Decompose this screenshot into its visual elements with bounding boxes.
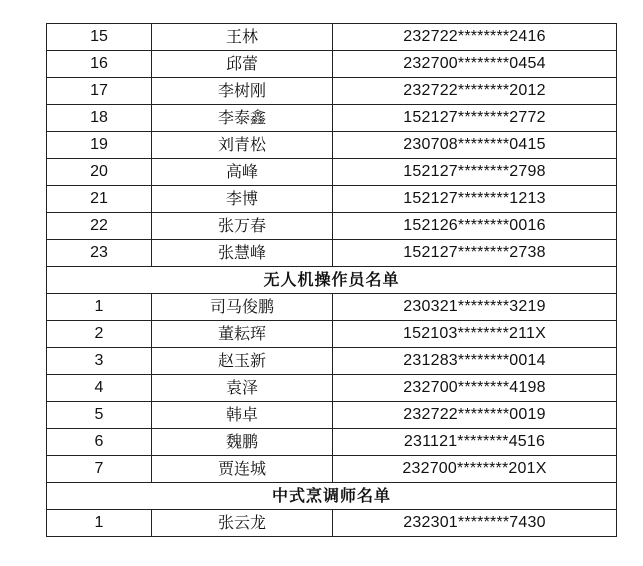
row-number-cell: 18 [47, 105, 152, 132]
section-header-row [47, 267, 617, 294]
table-row [47, 51, 617, 78]
section-title: 无人机操作员名单 [47, 267, 617, 294]
table-row [47, 510, 617, 537]
id-number-cell: 230321********3219 [333, 294, 617, 321]
table-row [47, 132, 617, 159]
row-number-cell: 16 [47, 51, 152, 78]
row-number-cell: 23 [47, 240, 152, 267]
name-cell: 张慧峰 [152, 240, 333, 267]
row-number-cell: 21 [47, 186, 152, 213]
id-number-cell: 152103********211X [333, 321, 617, 348]
row-number-cell: 20 [47, 159, 152, 186]
name-cell: 王林 [152, 24, 333, 51]
table-row [47, 24, 617, 51]
name-cell: 董耘珲 [152, 321, 333, 348]
table-row [47, 159, 617, 186]
row-number-cell: 7 [47, 456, 152, 483]
name-cell: 李泰鑫 [152, 105, 333, 132]
table-row [47, 456, 617, 483]
row-number-cell: 2 [47, 321, 152, 348]
row-number-cell: 6 [47, 429, 152, 456]
id-number-cell: 232700********201X [333, 456, 617, 483]
row-number-cell: 19 [47, 132, 152, 159]
table-row [47, 105, 617, 132]
id-number-cell: 232722********2012 [333, 78, 617, 105]
row-number-cell: 1 [47, 510, 152, 537]
section-header-row [47, 483, 617, 510]
id-number-cell: 230708********0415 [333, 132, 617, 159]
name-cell: 李博 [152, 186, 333, 213]
name-cell: 邱蕾 [152, 51, 333, 78]
name-cell: 张云龙 [152, 510, 333, 537]
name-cell: 李树刚 [152, 78, 333, 105]
name-cell: 高峰 [152, 159, 333, 186]
id-number-cell: 152126********0016 [333, 213, 617, 240]
id-number-cell: 152127********2772 [333, 105, 617, 132]
id-number-cell: 232722********2416 [333, 24, 617, 51]
row-number-cell: 5 [47, 402, 152, 429]
name-cell: 韩卓 [152, 402, 333, 429]
name-cell: 赵玉新 [152, 348, 333, 375]
id-number-cell: 231121********4516 [333, 429, 617, 456]
row-number-cell: 22 [47, 213, 152, 240]
id-number-cell: 232722********0019 [333, 402, 617, 429]
table-row [47, 186, 617, 213]
table-row [47, 348, 617, 375]
section-title: 中式烹调师名单 [47, 483, 617, 510]
row-number-cell: 4 [47, 375, 152, 402]
table-row [47, 213, 617, 240]
id-number-cell: 152127********1213 [333, 186, 617, 213]
roster-table [46, 23, 617, 537]
table-row [47, 321, 617, 348]
table-row [47, 294, 617, 321]
table-row [47, 375, 617, 402]
name-cell: 魏鹏 [152, 429, 333, 456]
table-row [47, 429, 617, 456]
roster-table-body [47, 24, 617, 537]
id-number-cell: 232700********4198 [333, 375, 617, 402]
name-cell: 张万春 [152, 213, 333, 240]
row-number-cell: 15 [47, 24, 152, 51]
table-row [47, 402, 617, 429]
id-number-cell: 231283********0014 [333, 348, 617, 375]
row-number-cell: 1 [47, 294, 152, 321]
table-row [47, 78, 617, 105]
id-number-cell: 232700********0454 [333, 51, 617, 78]
name-cell: 刘青松 [152, 132, 333, 159]
name-cell: 司马俊鹏 [152, 294, 333, 321]
name-cell: 袁泽 [152, 375, 333, 402]
table-row [47, 240, 617, 267]
id-number-cell: 152127********2738 [333, 240, 617, 267]
id-number-cell: 232301********7430 [333, 510, 617, 537]
name-cell: 贾连城 [152, 456, 333, 483]
id-number-cell: 152127********2798 [333, 159, 617, 186]
row-number-cell: 17 [47, 78, 152, 105]
row-number-cell: 3 [47, 348, 152, 375]
